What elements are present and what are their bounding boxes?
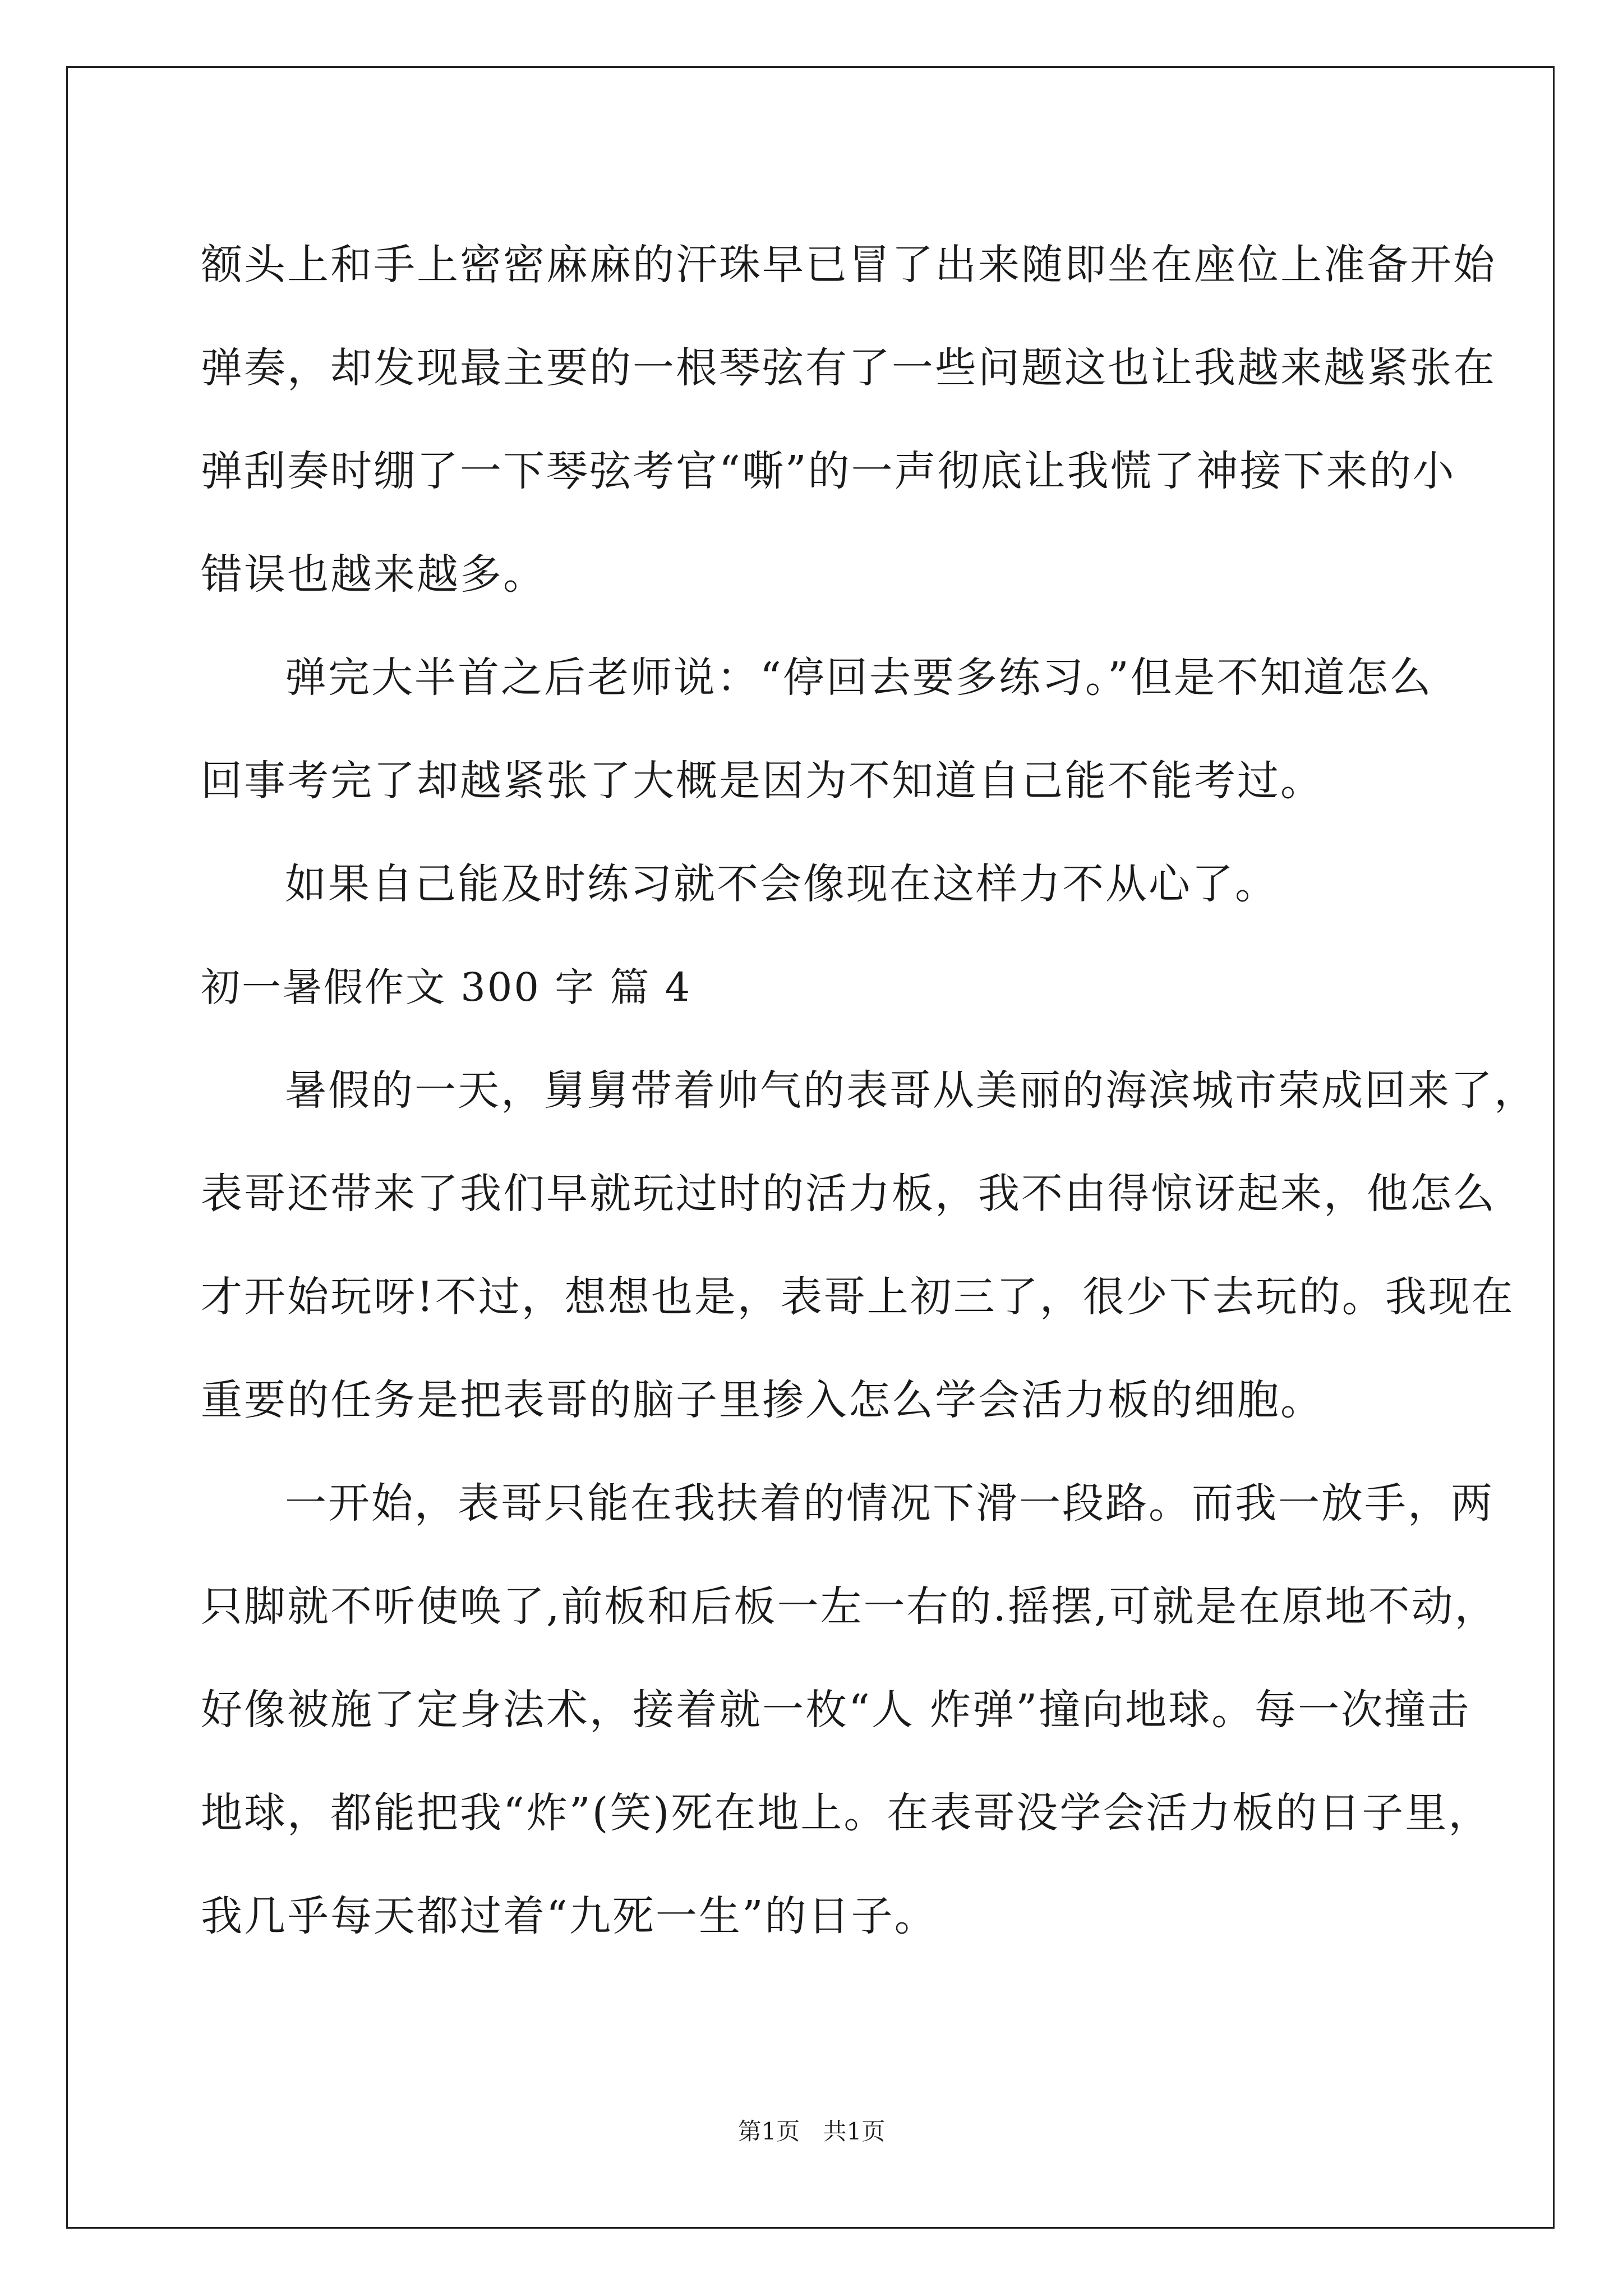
text-line: 只脚就不听使唤了,前板和后板一左一右的.摇摆,可就是在原地不动， <box>201 1582 1498 1631</box>
text-line: 表哥还带来了我们早就玩过时的活力板，我不由得惊讶起来，他怎么 <box>201 1170 1496 1218</box>
text-line: 弹刮奏时绷了一下琴弦考官“嘶”的一声彻底让我慌了神接下来的小 <box>201 447 1456 495</box>
page-total: 共1页 <box>823 2118 886 2145</box>
text-line: 地球，都能把我“炸”(笑)死在地上。在表哥没学会活力板的日子里， <box>201 1789 1492 1837</box>
page-number: 第1页 <box>737 2118 800 2145</box>
text-line: 重要的任务是把表哥的脑子里掺入怎么学会活力板的细胞。 <box>201 1376 1324 1424</box>
text-line: 弹奏，却发现最主要的一根琴弦有了一些问题这也让我越来越紧张在 <box>201 344 1496 392</box>
page-footer <box>0 2115 1623 2148</box>
section-heading: 初一暑假作文 300 字 篇 4 <box>201 964 692 1010</box>
document-body <box>201 213 1537 1968</box>
text-line: 弹完大半首之后老师说：“停回去要多练习。”但是不知道怎么 <box>285 654 1433 702</box>
text-line: 如果自己能及时练习就不会像现在这样力不从心了。 <box>285 860 1278 908</box>
text-line: 好像被施了定身法术，接着就一枚“人 炸弹”撞向地球。每一次撞击 <box>201 1686 1471 1734</box>
text-line: 才开始玩呀!不过，想想也是，表哥上初三了，很少下去玩的。我现在 <box>201 1273 1515 1321</box>
text-line: 回事考完了却越紧张了大概是因为不知道自己能不能考过。 <box>201 757 1324 805</box>
text-line: 错误也越来越多。 <box>201 550 546 599</box>
text-line: 一开始，表哥只能在我扶着的情况下滑一段路。而我一放手，两 <box>285 1479 1494 1527</box>
text-line: 我几乎每天都过着“九死一生”的日子。 <box>201 1892 938 1940</box>
text-line: 额头上和手上密密麻麻的汗珠早已冒了出来随即坐在座位上准备开始 <box>201 241 1496 289</box>
text-line: 暑假的一天，舅舅带着帅气的表哥从美丽的海滨城市荣成回来了， <box>285 1066 1537 1115</box>
